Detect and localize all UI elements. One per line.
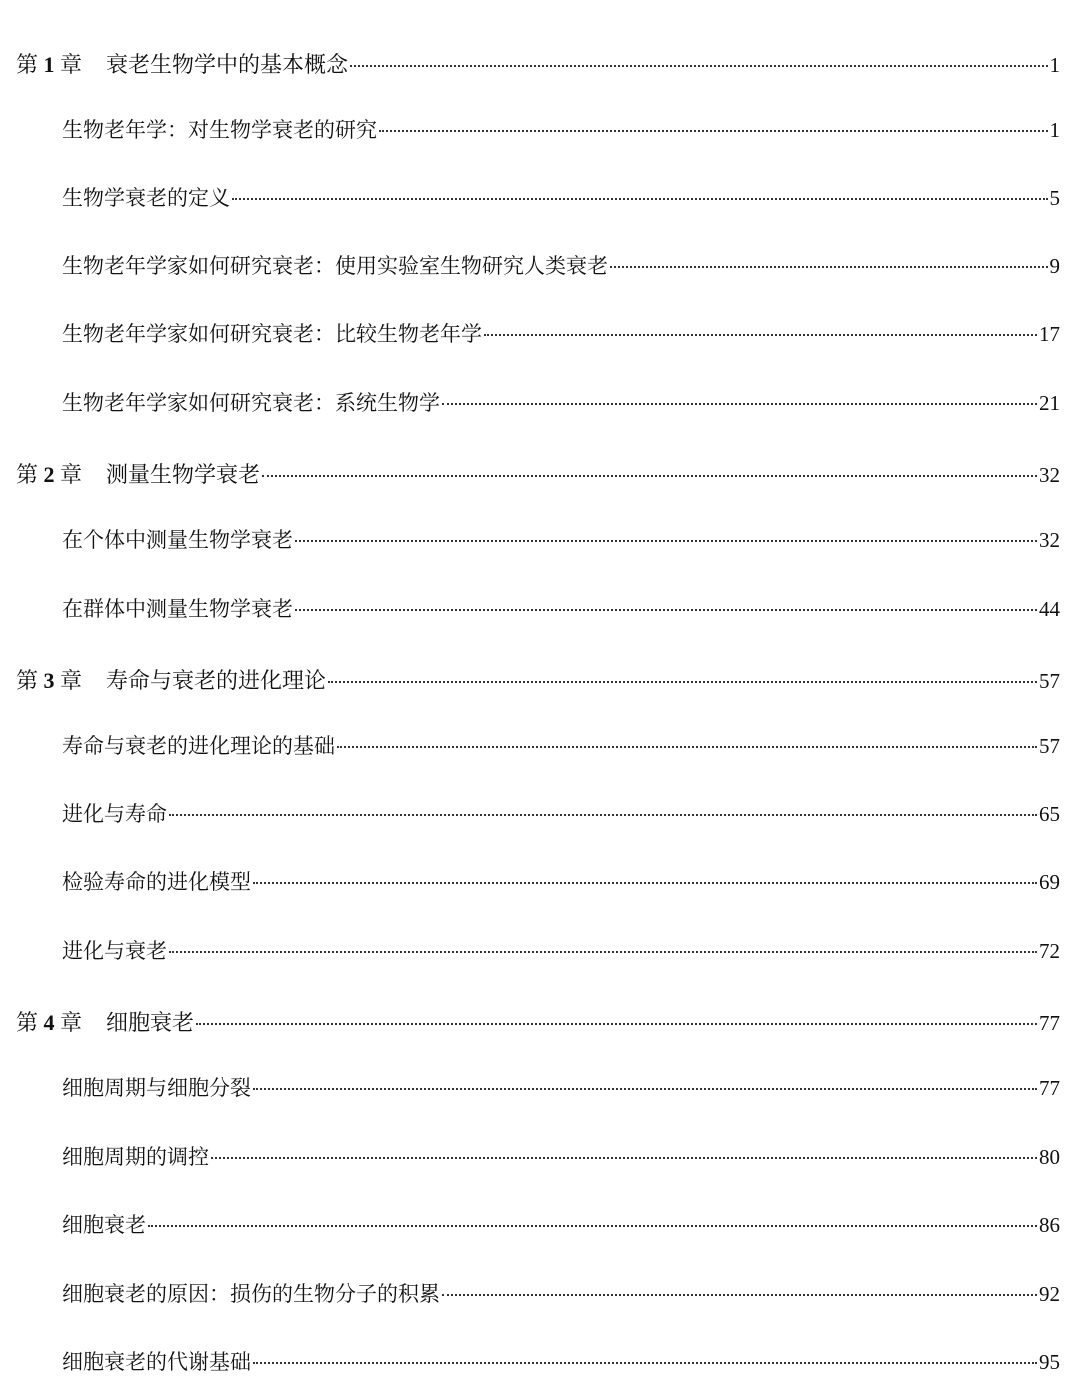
chapter-label: 第 1 章 (16, 52, 83, 77)
toc-section[interactable] (62, 1209, 1060, 1249)
toc-section[interactable] (62, 730, 1060, 770)
toc-section[interactable] (62, 182, 1060, 222)
toc-page-number: 92 (1039, 1282, 1060, 1306)
toc-section[interactable] (62, 387, 1060, 427)
toc-page-number: 69 (1039, 870, 1060, 894)
toc-entry-title: 生物老年学：对生物学衰老的研究 (62, 118, 377, 142)
toc-chapter-2[interactable] (16, 458, 1060, 498)
toc-section[interactable] (62, 798, 1060, 838)
toc-page-number: 80 (1039, 1145, 1060, 1169)
toc-chapter-1[interactable] (16, 48, 1060, 88)
dot-leader (211, 1157, 1037, 1159)
toc-page-number: 72 (1039, 939, 1060, 963)
dot-leader (169, 951, 1037, 953)
toc-page-number: 1 (1049, 118, 1060, 142)
dot-leader (442, 403, 1037, 405)
dot-leader (484, 334, 1037, 336)
toc-page-number: 21 (1039, 391, 1060, 415)
dot-leader (379, 130, 1048, 132)
dot-leader (337, 746, 1037, 748)
dot-leader (253, 1362, 1037, 1364)
toc-entry-title: 细胞周期与细胞分裂 (62, 1076, 251, 1100)
toc-entry-title: 细胞周期的调控 (62, 1145, 209, 1169)
toc-page-number: 5 (1049, 186, 1060, 210)
toc-entry-title: 细胞衰老的原因：损伤的生物分子的积累 (62, 1282, 440, 1306)
chapter-label: 第 3 章 (16, 668, 83, 693)
dot-leader (295, 609, 1037, 611)
dot-leader (253, 1088, 1037, 1090)
toc-entry-title: 衰老生物学中的基本概念 (106, 52, 349, 77)
toc-page-number: 86 (1039, 1213, 1060, 1237)
dot-leader (253, 882, 1037, 884)
toc-entry-title: 在群体中测量生物学衰老 (62, 597, 293, 621)
dot-leader (262, 475, 1037, 477)
toc-entry-title: 细胞衰老 (106, 1010, 195, 1035)
dot-leader (328, 681, 1037, 683)
dot-leader (610, 266, 1048, 268)
toc-entry-title: 细胞衰老 (62, 1213, 146, 1237)
toc-entry-title: 进化与衰老 (62, 939, 167, 963)
chapter-label: 第 2 章 (16, 462, 83, 487)
toc-page-number: 9 (1049, 254, 1060, 278)
toc-section[interactable] (62, 250, 1060, 290)
toc-section[interactable] (62, 1141, 1060, 1181)
toc-page-number: 44 (1039, 597, 1060, 621)
toc-chapter-4[interactable] (16, 1006, 1060, 1046)
toc-page-number: 57 (1039, 734, 1060, 758)
toc-page-number: 77 (1039, 1011, 1060, 1035)
toc-page-number: 77 (1039, 1076, 1060, 1100)
toc-entry-title: 生物老年学家如何研究衰老：比较生物老年学 (62, 322, 482, 346)
toc-entry-title: 在个体中测量生物学衰老 (62, 528, 293, 552)
toc-page-number: 32 (1039, 528, 1060, 552)
toc-section[interactable] (62, 1278, 1060, 1318)
toc-page-number: 65 (1039, 802, 1060, 826)
toc-page-number: 17 (1039, 322, 1060, 346)
toc-entry-title: 细胞衰老的代谢基础 (62, 1350, 251, 1374)
toc-entry-title: 生物老年学家如何研究衰老：系统生物学 (62, 391, 440, 415)
toc-entry-title: 进化与寿命 (62, 802, 167, 826)
toc-entry-title: 寿命与衰老的进化理论 (106, 668, 327, 693)
toc-section[interactable] (62, 1346, 1060, 1386)
dot-leader (350, 65, 1047, 67)
toc-section[interactable] (62, 524, 1060, 564)
toc-section[interactable] (62, 318, 1060, 358)
dot-leader (196, 1023, 1037, 1025)
toc-entry-title: 测量生物学衰老 (106, 462, 261, 487)
toc-entry-title: 检验寿命的进化模型 (62, 870, 251, 894)
dot-leader (148, 1225, 1037, 1227)
toc-section[interactable] (62, 866, 1060, 906)
dot-leader (232, 198, 1048, 200)
toc-page-number: 57 (1039, 669, 1060, 693)
toc-chapter-3[interactable] (16, 664, 1060, 704)
toc-section[interactable] (62, 935, 1060, 975)
toc-section[interactable] (62, 593, 1060, 633)
toc-entry-title: 寿命与衰老的进化理论的基础 (62, 734, 335, 758)
dot-leader (442, 1294, 1037, 1296)
toc-page-number: 95 (1039, 1350, 1060, 1374)
toc-page-number: 1 (1049, 53, 1060, 77)
toc-section[interactable] (62, 114, 1060, 154)
chapter-label: 第 4 章 (16, 1010, 83, 1035)
toc-entry-title: 生物老年学家如何研究衰老：使用实验室生物研究人类衰老 (62, 254, 608, 278)
dot-leader (169, 814, 1037, 816)
dot-leader (295, 540, 1037, 542)
toc-page-number: 32 (1039, 463, 1060, 487)
toc-entry-title: 生物学衰老的定义 (62, 186, 230, 210)
toc-section[interactable] (62, 1072, 1060, 1112)
